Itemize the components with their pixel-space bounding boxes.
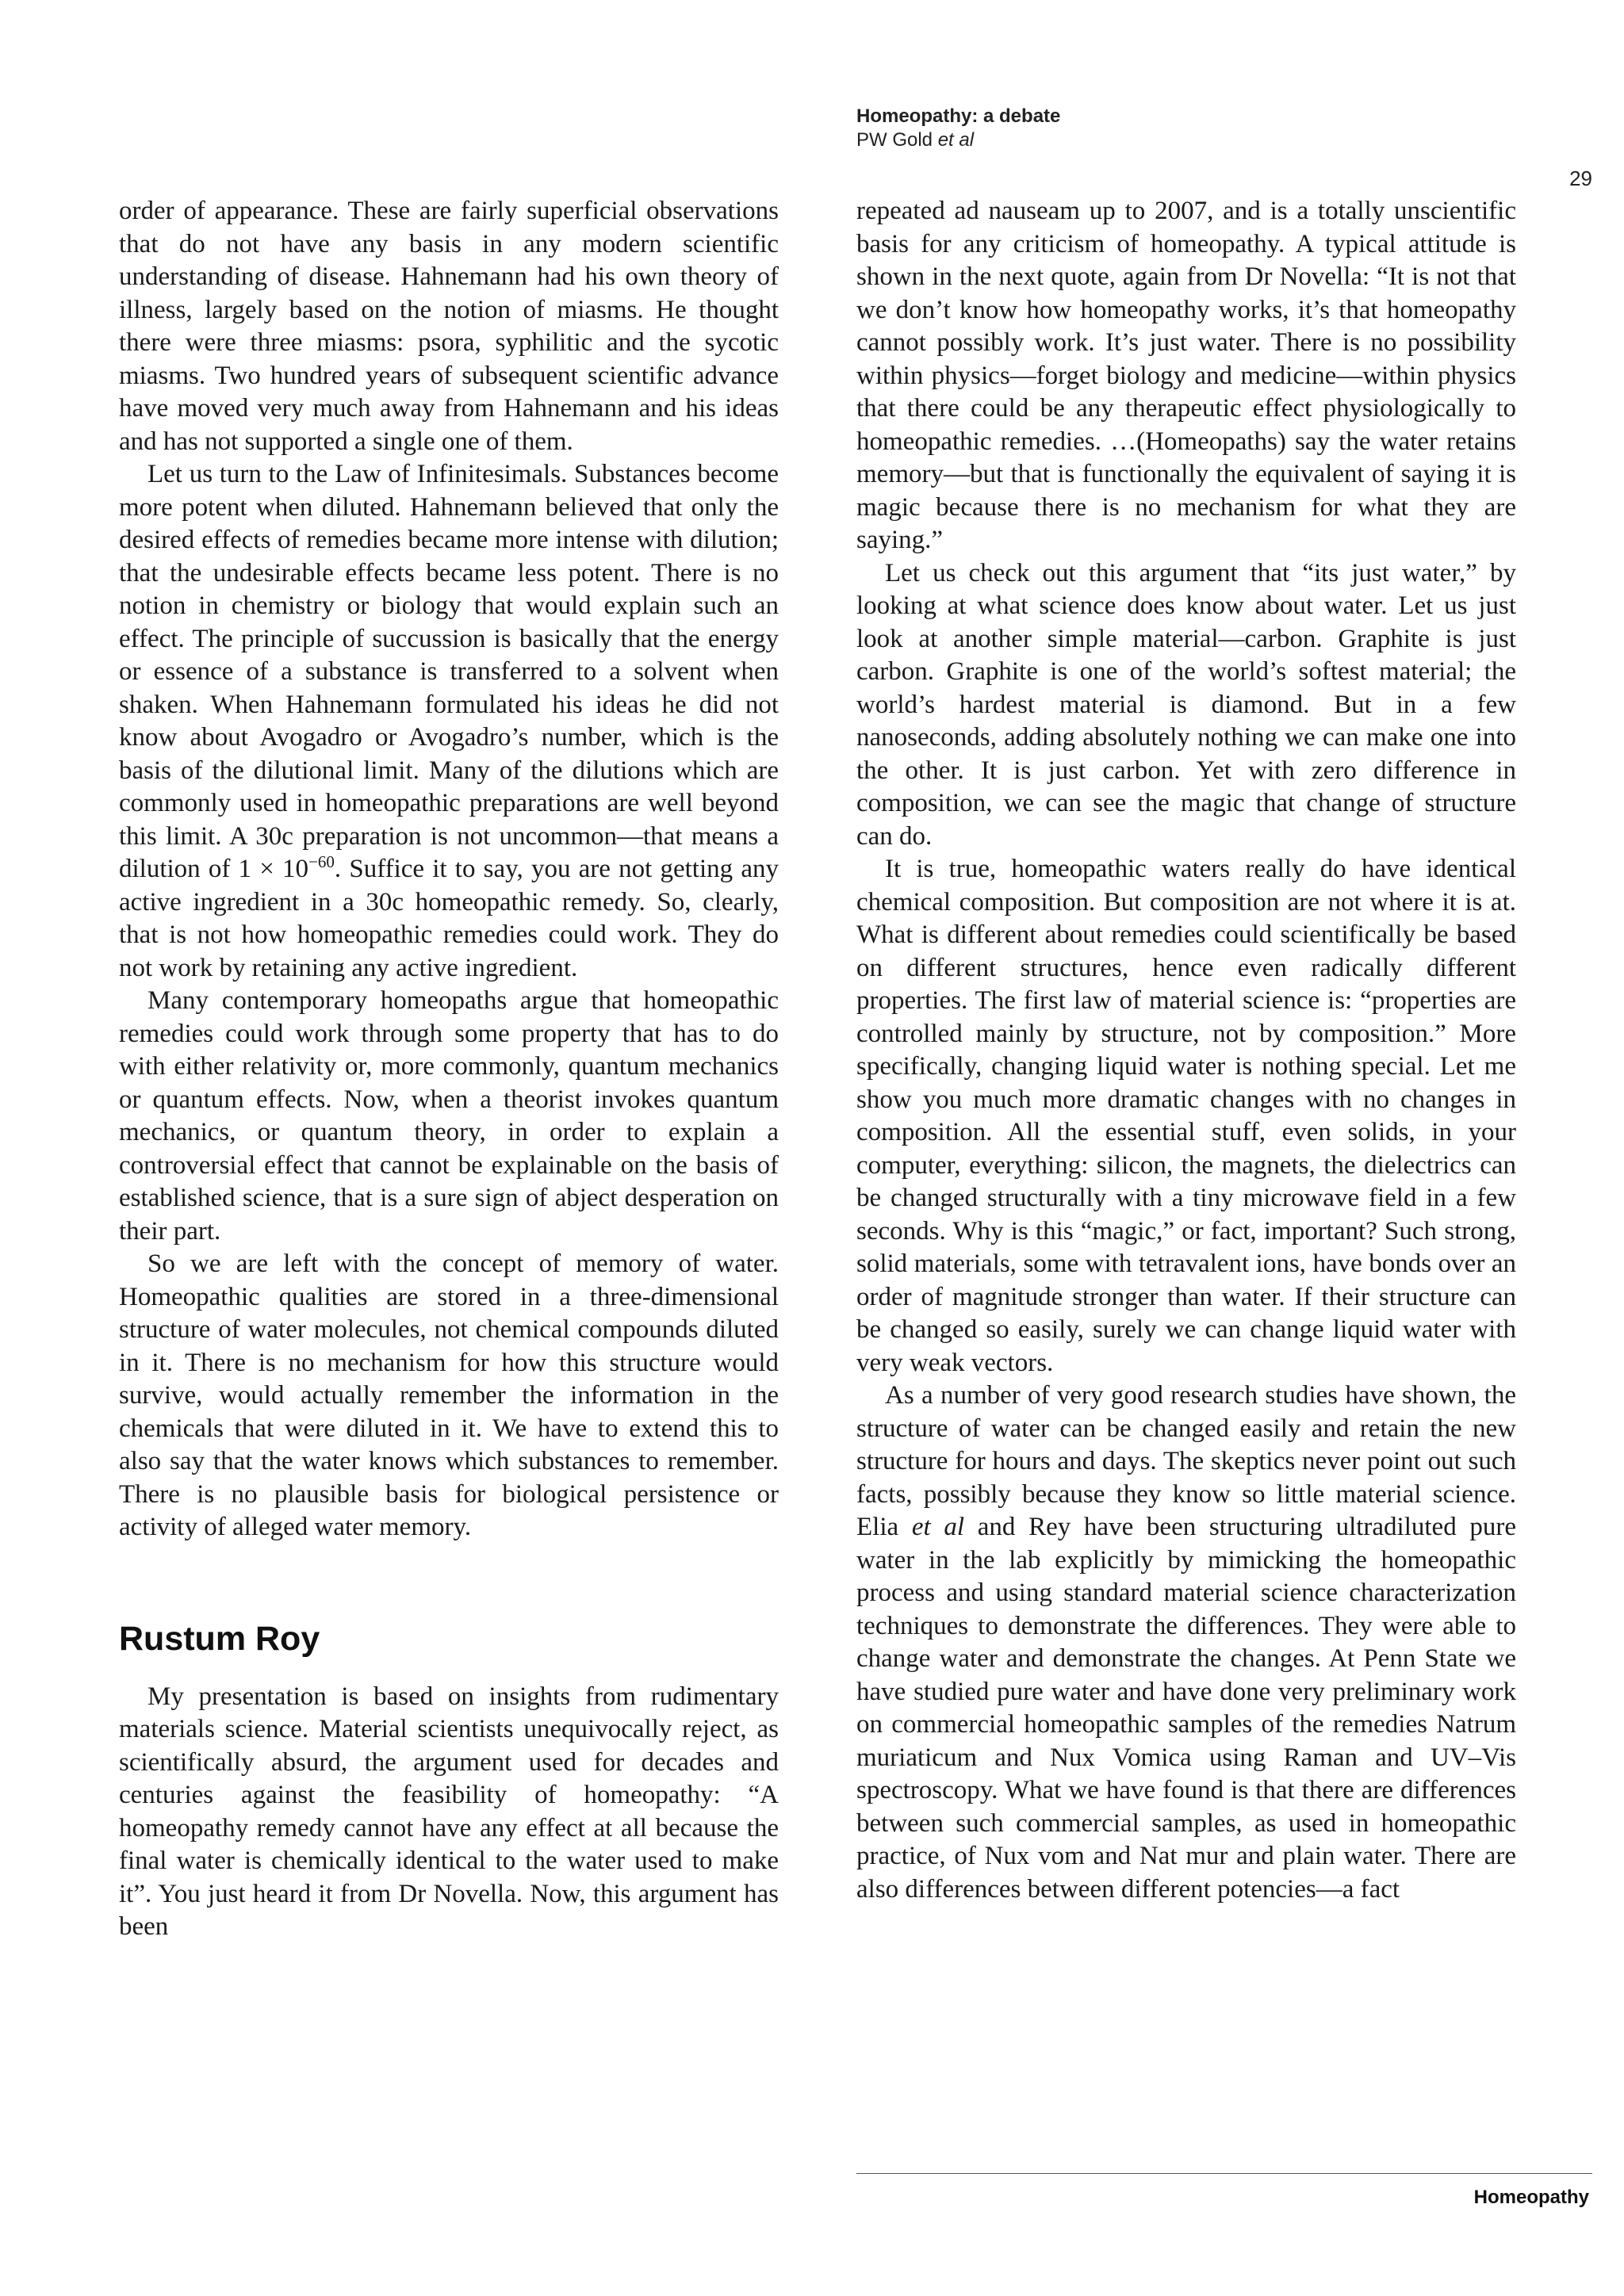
left-paragraph-1: order of appearance. These are fairly superficial observations that do not have any basis in any modern scientific understanding of disease. Hahnemann had his own theory of illness, largely based on the notion of miasms. He thought there were three miasms: psora, syphilitic and the sycotic miasms. Two hundred years of subsequent scientific advance have moved very much away from Hahnemann and his ideas and has not supported a single one of them. bbox=[119, 197, 779, 456]
left-column bbox=[119, 195, 779, 1944]
left-paragraph-4: So we are left with the concept of memory of water. Homeopathic qualities are stored in a three-dimensional structure of water molecules, not chemical compounds diluted in it. There is no mechanism for how this structure would survive, would actually remember the information in the chemicals that were diluted in it. We have to extend this to also say that the water knows which substances to remember. There is no plausible basis for biological persistence or activity of alleged water memory. bbox=[119, 1249, 779, 1541]
dilution-exponent: −60 bbox=[308, 852, 335, 871]
running-authors bbox=[856, 128, 1060, 152]
right-paragraph-4 bbox=[856, 1380, 1516, 1906]
right-column bbox=[856, 195, 1516, 1906]
right-paragraph-1: repeated ad nauseam up to 2007, and is a totally unscientific basis for any criticism of homeopathy. A typical attitude is shown in the next quote, again from Dr Novella: “It is not that we don’t know how homeopathy works, it’s that homeopathy cannot possibly work. It’s just water. There is no possibility within physics—forget biology and medicine—within physics that there could be any therapeutic effect physiologically to homeopathic remedies. …(Homeopaths) say the water retains memory—but that is functionally the equivalent of saying it is magic because there is no mechanism for what they are saying.” bbox=[856, 197, 1516, 554]
right-paragraph-4-part-b: and Rey have been structuring ultradiluted pure water in the lab explicitly by mimicking the homeopathic process and using standard material science characterization techniques to demonstrate the differences. They were able to change water and demonstrate the changes. At Penn State we have studied pure water and have done very preliminary work on commercial homeopathic samples of the remedies Natrum muriaticum and Nux Vomica using Raman and UV–Vis spectroscopy. What we have found is that there are differences between such commercial samples, as used in homeopathic practice, of Nux vom and Nat mur and plain water. There are also differences between different potencies—a fact bbox=[856, 1513, 1517, 1904]
left-paragraph-2-part-b: . Suffice it to say, you are not getting any active ingredient in a 30c homeopathic remedy. So, clearly, that is not how homeopathic remedies could work. They do not work by retaining any active ingredient. bbox=[119, 855, 779, 982]
page-number: 29 bbox=[1569, 166, 1592, 190]
et-al-italic: et al bbox=[911, 1513, 965, 1541]
left-paragraph-2-part-a: Let us turn to the Law of Infinitesimals. Substances become more potent when diluted. Hahnemann believed that only the desired effects of remedies became more intense with dilution; that the undesirable effects became less potent. There is no notion in chemistry or biology that would explain such an effect. The principle of succussion is basically that the energy or essence of a substance is transferred to a solvent when shaken. When Hahnemann formulated his ideas he did not know about Avogadro or Avogadro’s number, which is the basis of the dilutional limit. Many of the dilutions which are commonly used in homeopathic preparations are well beyond this limit. A 30c preparation is not uncommon—that means a dilution of 1 × 10 bbox=[119, 460, 779, 883]
left-paragraph-3: Many contemporary homeopaths argue that homeopathic remedies could work through some property that has to do with either relativity or, more commonly, quantum mechanics or quantum effects. Now, when a theorist invokes quantum mechanics, or quantum theory, in order to explain a controversial effect that cannot be explainable on the basis of established science, that is a sure sign of abject desperation on their part. bbox=[119, 986, 779, 1246]
right-paragraph-4-part-a: As a number of very good research studies have shown, the structure of water can be changed easily and retain the new structure for hours and days. The skeptics never point out such facts, possibly because they know so little material science. Elia bbox=[856, 1381, 1516, 1541]
section-heading-rustum-roy: Rustum Roy bbox=[119, 1619, 320, 1658]
right-paragraph-2: Let us check out this argument that “its just water,” by looking at what science does know about water. Let us just look at another simple material—carbon. Graphite is just carbon. Graphite is one of the world’s softest material; the world’s hardest material is diamond. But in a few nanoseconds, adding absolutely nothing we can make one into the other. It is just carbon. Yet with zero difference in composition, we can see the magic that change of structure can do. bbox=[856, 558, 1516, 851]
journal-name: Homeopathy bbox=[1473, 2187, 1589, 2208]
left-paragraph-2 bbox=[119, 458, 779, 985]
running-title: Homeopathy: a debate bbox=[856, 105, 1061, 127]
footer-divider bbox=[856, 2173, 1592, 2174]
right-paragraph-3: It is true, homeopathic waters really do have identical chemical composition. But composition are not where it is at. What is different about remedies could scientifically be based on different structures, hence even radically different properties. The first law of material science is: “properties are controlled mainly by structure, not by composition.” More specifically, changing liquid water is nothing special. Let me show you much more dramatic changes with no changes in composition. All the essential stuff, even solids, in your computer, everything: silicon, the magnets, the dielectrics can be changed structurally with a tiny microwave field in a few seconds. Why is this “magic,” or fact, important? Such strong, solid materials, some with tetravalent ions, have bonds over an order of magnitude stronger than water. If their structure can be changed so easily, surely we can change liquid water with very weak vectors. bbox=[856, 855, 1516, 1377]
running-header bbox=[856, 105, 1060, 152]
authors-name: PW Gold bbox=[856, 129, 933, 151]
left-paragraph-5: My presentation is based on insights from rudimentary materials science. Material scientists unequivocally reject, as scientifically absurd, the argument used for decades and centuries against the feasibility of homeopathy: “A homeopathy remedy cannot have any effect at all because the final water is chemically identical to the water used to make it”. You just heard it from Dr Novella. Now, this argument has been bbox=[119, 1682, 779, 1941]
authors-suffix: et al bbox=[937, 129, 975, 151]
